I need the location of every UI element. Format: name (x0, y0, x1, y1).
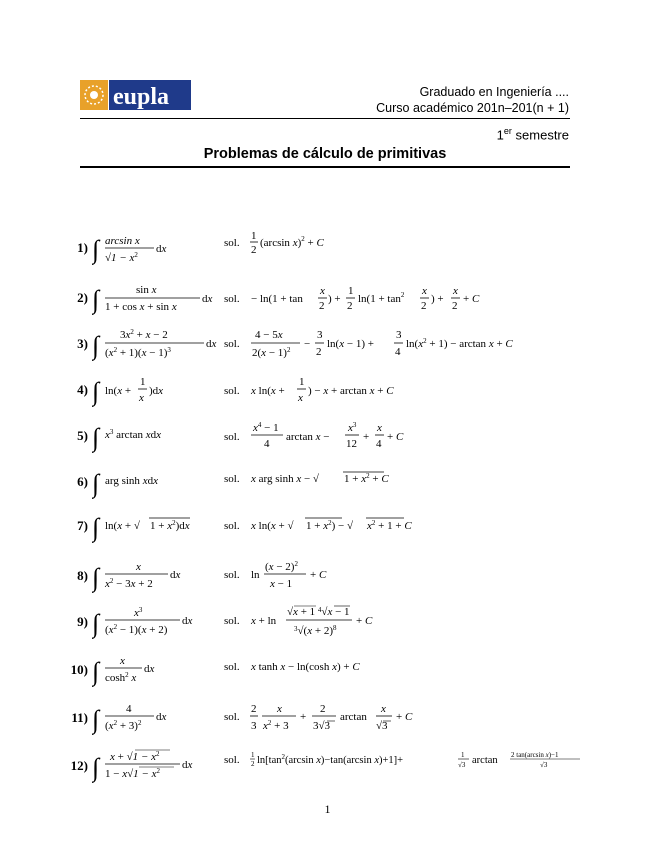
svg-text:ln: ln (251, 569, 260, 581)
solution-11 (224, 698, 604, 738)
svg-text:1: 1 (251, 230, 257, 242)
problem-number: 11) (71, 710, 88, 725)
svg-text:(x2 − 1)(x + 2): $(x^2 - 1)(x + 2)$ (105, 623, 168, 636)
svg-text:ln(x − 1) +: ln(x − 1) + (327, 338, 374, 350)
svg-text:x ln(x + √: x ln(x + √ (251, 520, 294, 532)
problem-number: 7) (77, 518, 88, 533)
svg-text:arctan x −: arctan x − (286, 431, 330, 443)
problem-number: 9) (77, 614, 88, 629)
svg-text:dx: dx (170, 569, 181, 581)
problem-number: 8) (77, 568, 88, 583)
svg-text:x3: $x^3$ (348, 421, 357, 434)
svg-text:) +: ) + (328, 293, 341, 305)
svg-text:sol.: sol. (224, 754, 240, 766)
svg-text:2: 2 (452, 300, 458, 312)
svg-text:x: x (136, 561, 141, 573)
svg-text:sol.: sol. (224, 431, 240, 443)
svg-text:x: x (320, 285, 325, 297)
svg-text:(x2 + 1)(x − 1)3: $(x^2 + 1)(x - 1)^3$ (105, 346, 171, 359)
svg-text:2: 2 (319, 300, 325, 312)
svg-text:+ C: + C (396, 711, 413, 723)
svg-text:12: 12 (346, 438, 357, 450)
svg-text:+ C: + C (463, 293, 480, 305)
solution-10 (224, 650, 604, 690)
svg-text:1 + cos x + sin x: 1 + cos x + sin x (105, 301, 177, 313)
svg-text:2: 2 (320, 703, 326, 715)
svg-text:dx: dx (156, 243, 167, 255)
svg-text:2: 2 (316, 346, 322, 358)
svg-text:cosh2 x: $\cosh^2 x$ (105, 671, 137, 684)
svg-text:) +: ) + (431, 293, 444, 305)
page-title: Problemas de cálculo de primitivas (203, 146, 447, 162)
svg-text:sol.: sol. (224, 385, 240, 397)
svg-text:∫: ∫ (92, 563, 100, 592)
svg-text:sol.: sol. (224, 520, 240, 532)
svg-text:x2 + 1 + C: $x^2 + 1 + C$ (367, 519, 412, 532)
svg-text:(x2 + 3)2: $(x^2 + 3)^2$ (105, 719, 142, 732)
eupla-logo (80, 80, 191, 110)
svg-text:+ C: + C (356, 615, 373, 627)
problem-2 (56, 278, 596, 318)
svg-text:∫: ∫ (92, 331, 100, 360)
svg-text:∫: ∫ (92, 609, 100, 638)
svg-text:2: 2 (421, 300, 427, 312)
svg-text:− ln(1 + tan: − ln(1 + tan (251, 293, 303, 305)
header-rule (80, 118, 570, 119)
course-year-line: Curso académico 201n–201(n + 1) (376, 101, 569, 115)
svg-text:x arg sinh x − √: x arg sinh x − √ (251, 473, 319, 485)
solution-6 (224, 462, 604, 502)
problem-number: 5) (77, 428, 88, 443)
svg-text:2: 2 (251, 244, 257, 256)
svg-text:∫: ∫ (92, 235, 100, 264)
svg-text:∫: ∫ (92, 469, 100, 498)
svg-text:√1 − x2: $√1 - x^2$ (105, 251, 138, 264)
problem-number: 3) (77, 336, 88, 351)
svg-text:dx: dx (182, 615, 193, 627)
svg-text:x − 1: x − 1 (270, 578, 293, 590)
svg-text:3√3: 3√3 (313, 720, 331, 732)
svg-text:dx: dx (202, 293, 213, 305)
course-header (376, 84, 569, 116)
svg-text:x3 arctan xdx: $x^3$ arctan xdx (105, 428, 162, 441)
problem-9 (56, 602, 596, 642)
svg-text:∫: ∫ (92, 513, 100, 542)
svg-text:ln(x +: ln(x + (105, 385, 132, 397)
problem-number: 10) (70, 662, 88, 677)
svg-text:4: 4 (264, 438, 270, 450)
problem-11 (56, 698, 596, 738)
svg-text:x: x (381, 703, 386, 715)
svg-text:dx: dx (156, 711, 167, 723)
svg-text:1: 1 (251, 751, 255, 759)
svg-text:ln[tan2(arcsin x)−tan(arcsin x: $\ln[\tan^2(\arcsin$ x)−tan(arcsin x)+1]+ (257, 753, 404, 766)
solution-4 (224, 370, 604, 410)
svg-text:1: 1 (461, 751, 465, 759)
svg-text:sol.: sol. (224, 473, 240, 485)
problem-number: 6) (77, 474, 88, 489)
svg-text:x2 + 3: $x^2 + 3$ (263, 719, 289, 732)
svg-text:√3: √3 (458, 761, 466, 769)
problem-number: 2) (77, 290, 88, 305)
svg-text:2 tan(arcsin x)−1: 2 tan(arcsin x)−1 (511, 751, 559, 759)
svg-text:dx: dx (182, 759, 193, 771)
problem-1 (56, 228, 596, 268)
svg-text:3√(x + 2)8: $^3√(x + 2)^8$ (294, 624, 337, 637)
svg-text:x tanh x − ln(cosh x) + C: x tanh x − ln(cosh x) + C (251, 661, 360, 673)
svg-text:+: + (300, 711, 307, 723)
svg-text:sol.: sol. (224, 338, 240, 350)
semester-sup: er (503, 126, 512, 136)
problem-8 (56, 556, 596, 596)
svg-text:(arcsin x)2 + C: (arcsin x)$^2$ + C (260, 235, 324, 249)
svg-text:dx: dx (144, 663, 155, 675)
solution-3 (224, 324, 604, 364)
svg-text:x: x (120, 655, 125, 667)
svg-text:1 + x2) − √: $1 + x^2$) − √ (306, 519, 354, 532)
problem-7 (56, 506, 596, 546)
svg-text:2: 2 (251, 760, 255, 768)
svg-text:sol.: sol. (224, 661, 240, 673)
svg-text:sol.: sol. (224, 237, 240, 249)
semester-word: semestre (515, 127, 569, 143)
svg-text:x4 − 1: $x^4 - 1$ (253, 421, 279, 434)
svg-text:2(x − 1)2: $2(x - 1)^2$ (252, 346, 291, 359)
svg-text:∫: ∫ (92, 377, 100, 406)
svg-text:dx: dx (206, 338, 217, 350)
svg-text:x3: $x^3$ (134, 606, 143, 619)
svg-text:√3: √3 (376, 720, 388, 732)
solution-5 (224, 416, 604, 456)
svg-text:x: x (298, 392, 303, 404)
svg-text:√x + 1 4√x − 1: √x + 1 $^4$√x − 1 (287, 606, 350, 618)
svg-text:3: 3 (396, 329, 402, 341)
svg-text:1: 1 (299, 376, 305, 388)
svg-text:arctan: arctan (472, 755, 498, 766)
svg-text:4: 4 (376, 438, 382, 450)
svg-text:sol.: sol. (224, 615, 240, 627)
svg-text:ln(1 + tan2: $\ln(1 + \tan^2$ (358, 291, 405, 305)
svg-text:)dx: )dx (149, 385, 164, 397)
svg-text:1 + x2)dx: $1 + x^2)dx$ (150, 519, 190, 532)
svg-text:x: x (277, 703, 282, 715)
svg-text:arg sinh xdx: arg sinh xdx (105, 475, 158, 487)
svg-text:sol.: sol. (224, 569, 240, 581)
problem-10 (56, 650, 596, 690)
svg-text:∫: ∫ (92, 285, 100, 314)
svg-text:2: 2 (251, 703, 257, 715)
svg-text:−: − (304, 338, 311, 350)
svg-text:∫: ∫ (92, 753, 100, 782)
problem-number: 1) (77, 240, 88, 255)
svg-text:4 − 5x: 4 − 5x (255, 329, 283, 341)
solution-7 (224, 506, 604, 546)
svg-text:+: + (363, 431, 370, 443)
svg-text:x + ln: x + ln (251, 615, 277, 627)
svg-text:x: x (377, 422, 382, 434)
title-rule (80, 166, 570, 168)
svg-text:x2 − 3x + 2: $x^2 - 3x + 2$ (105, 577, 153, 590)
svg-text:+ C: + C (310, 569, 327, 581)
svg-text:4: 4 (126, 703, 132, 715)
solution-8 (224, 556, 604, 596)
svg-text:∫: ∫ (92, 705, 100, 734)
svg-text:+ C: + C (387, 431, 404, 443)
svg-text:4: 4 (395, 346, 401, 358)
svg-text:arcsin x: arcsin x (105, 235, 140, 247)
svg-text:sol.: sol. (224, 711, 240, 723)
svg-text:1 − x√1 − x2: $1 - x√1 - x^2$ (105, 767, 160, 780)
problem-5 (56, 416, 596, 456)
svg-text:arctan: arctan (340, 711, 367, 723)
semester-label (497, 126, 569, 142)
svg-text:x: x (139, 392, 144, 404)
solution-12 (224, 746, 604, 786)
svg-text:3x2 + x − 2: $3x^2 + x - 2$ (120, 328, 168, 341)
solution-2 (224, 278, 604, 318)
svg-text:) − x + arctan x + C: ) − x + arctan x + C (308, 385, 394, 397)
svg-text:eupla: eupla (113, 84, 170, 110)
svg-text:sin x: sin x (136, 284, 157, 296)
svg-text:1: 1 (140, 376, 146, 388)
problem-3 (56, 324, 596, 364)
solution-1 (224, 228, 604, 268)
svg-text:x: x (453, 285, 458, 297)
problem-6 (56, 462, 596, 502)
svg-text:ln(x + √: ln(x + √ (105, 520, 140, 532)
page-number: 1 (324, 802, 331, 816)
svg-text:x ln(x +: x ln(x + (251, 385, 285, 397)
svg-text:1: 1 (348, 285, 354, 297)
solution-9 (224, 602, 604, 642)
svg-text:√3: √3 (540, 761, 548, 769)
svg-text:3: 3 (317, 329, 323, 341)
problem-number: 12) (70, 758, 88, 773)
problem-4 (56, 370, 596, 410)
svg-text:3: 3 (251, 720, 257, 732)
svg-text:sol.: sol. (224, 293, 240, 305)
semester-number: 1 (496, 127, 504, 143)
problem-number: 4) (77, 382, 88, 397)
svg-text:x: x (422, 285, 427, 297)
problem-12 (56, 746, 596, 786)
svg-text:1 + x2 + C: $1 + x^2 + C$ (344, 472, 389, 485)
degree-line: Graduado en Ingeniería .... (419, 85, 569, 99)
svg-text:2: 2 (347, 300, 353, 312)
svg-text:(x − 2)2: $(x - 2)^2$ (265, 560, 298, 573)
svg-text:x + √1 − x2: $x + √1 - x^2$ (110, 750, 160, 763)
svg-text:ln(x2 + 1) − arctan x + C: $\ln(x^2 + 1) - \arctan x + C$ (406, 337, 513, 350)
svg-text:∫: ∫ (92, 657, 100, 686)
svg-text:∫: ∫ (92, 423, 100, 452)
